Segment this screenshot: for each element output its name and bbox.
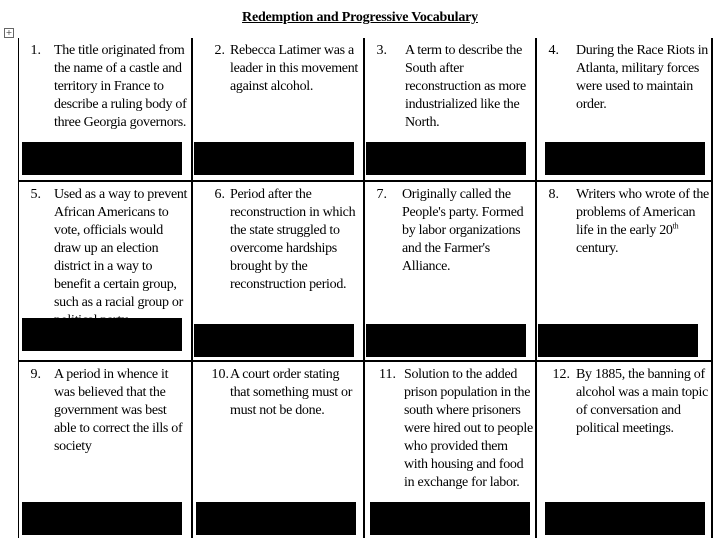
redaction-box <box>366 142 526 175</box>
item-definition: A period in whence it was believed that the government was best able to correct the ills of society <box>54 367 183 454</box>
redaction-box <box>194 142 354 175</box>
table-anchor-icon[interactable]: + <box>5 28 13 37</box>
item-definition: The title originated from the name of a castle and territory in France to describe a ruling body of three Georgia governors. <box>54 43 187 130</box>
item-number: 6. <box>214 187 225 202</box>
item-number: 8. <box>548 187 559 202</box>
item-definition: Originally called the People's party. Formed by labor organizations and the Farmer's Alliance. <box>402 187 524 274</box>
item-number: 1. <box>30 43 41 58</box>
redaction-box <box>22 502 182 535</box>
item-definition: Rebecca Latimer was a leader in this movement against alcohol. <box>230 43 359 94</box>
redaction-box <box>194 324 354 357</box>
item-number: 10. <box>211 367 229 382</box>
redaction-box <box>22 142 182 175</box>
item-number: 2. <box>214 43 225 58</box>
item-number: 9. <box>30 367 41 382</box>
item-definition: Used as a way to prevent African Americans to vote, officials would draw up an election district in a way to benefit a certain group, such as a racial group or <box>54 187 188 310</box>
item-number: 4. <box>548 43 559 58</box>
redaction-box <box>545 502 705 535</box>
item-definition: A court order stating that something must or must not be done. <box>230 367 353 418</box>
item-definition <box>576 186 709 258</box>
item-definition-part: Writers who wrote of the problems of American life in the early 20 <box>576 187 709 238</box>
item-number: 7. <box>376 187 387 202</box>
document-title: Redemption and Progressive Vocabulary <box>242 10 478 25</box>
item-number: 12. <box>552 367 570 382</box>
redaction-box <box>196 502 356 535</box>
item-definition: During the Race Riots in Atlanta, military forces were used to maintain order. <box>576 43 709 112</box>
redaction-box <box>366 324 526 357</box>
item-definition-part: century. <box>576 241 619 256</box>
item-number: 11. <box>379 367 396 382</box>
redaction-box <box>538 324 698 357</box>
item-definition: A term to describe the South after reconstruction as more industrialized like the North. <box>405 43 526 130</box>
redaction-box <box>22 318 182 351</box>
item-number: 5. <box>30 187 41 202</box>
item-definition: Period after the reconstruction in which the state struggled to overcome hardships brought by the reconstruction period. <box>230 187 356 292</box>
item-definition: Solution to the added prison population in the south where prisoners were hired out to people who provided them with housing and food in exchange for labor. <box>404 367 533 490</box>
item-number: 3. <box>376 43 387 58</box>
redaction-box <box>545 142 705 175</box>
redaction-box <box>370 502 530 535</box>
item-definition: By 1885, the banning of alcohol was a main topic of conversation and political meetings. <box>576 367 708 436</box>
vocabulary-table <box>18 38 713 538</box>
ordinal-suffix: th <box>672 221 679 231</box>
